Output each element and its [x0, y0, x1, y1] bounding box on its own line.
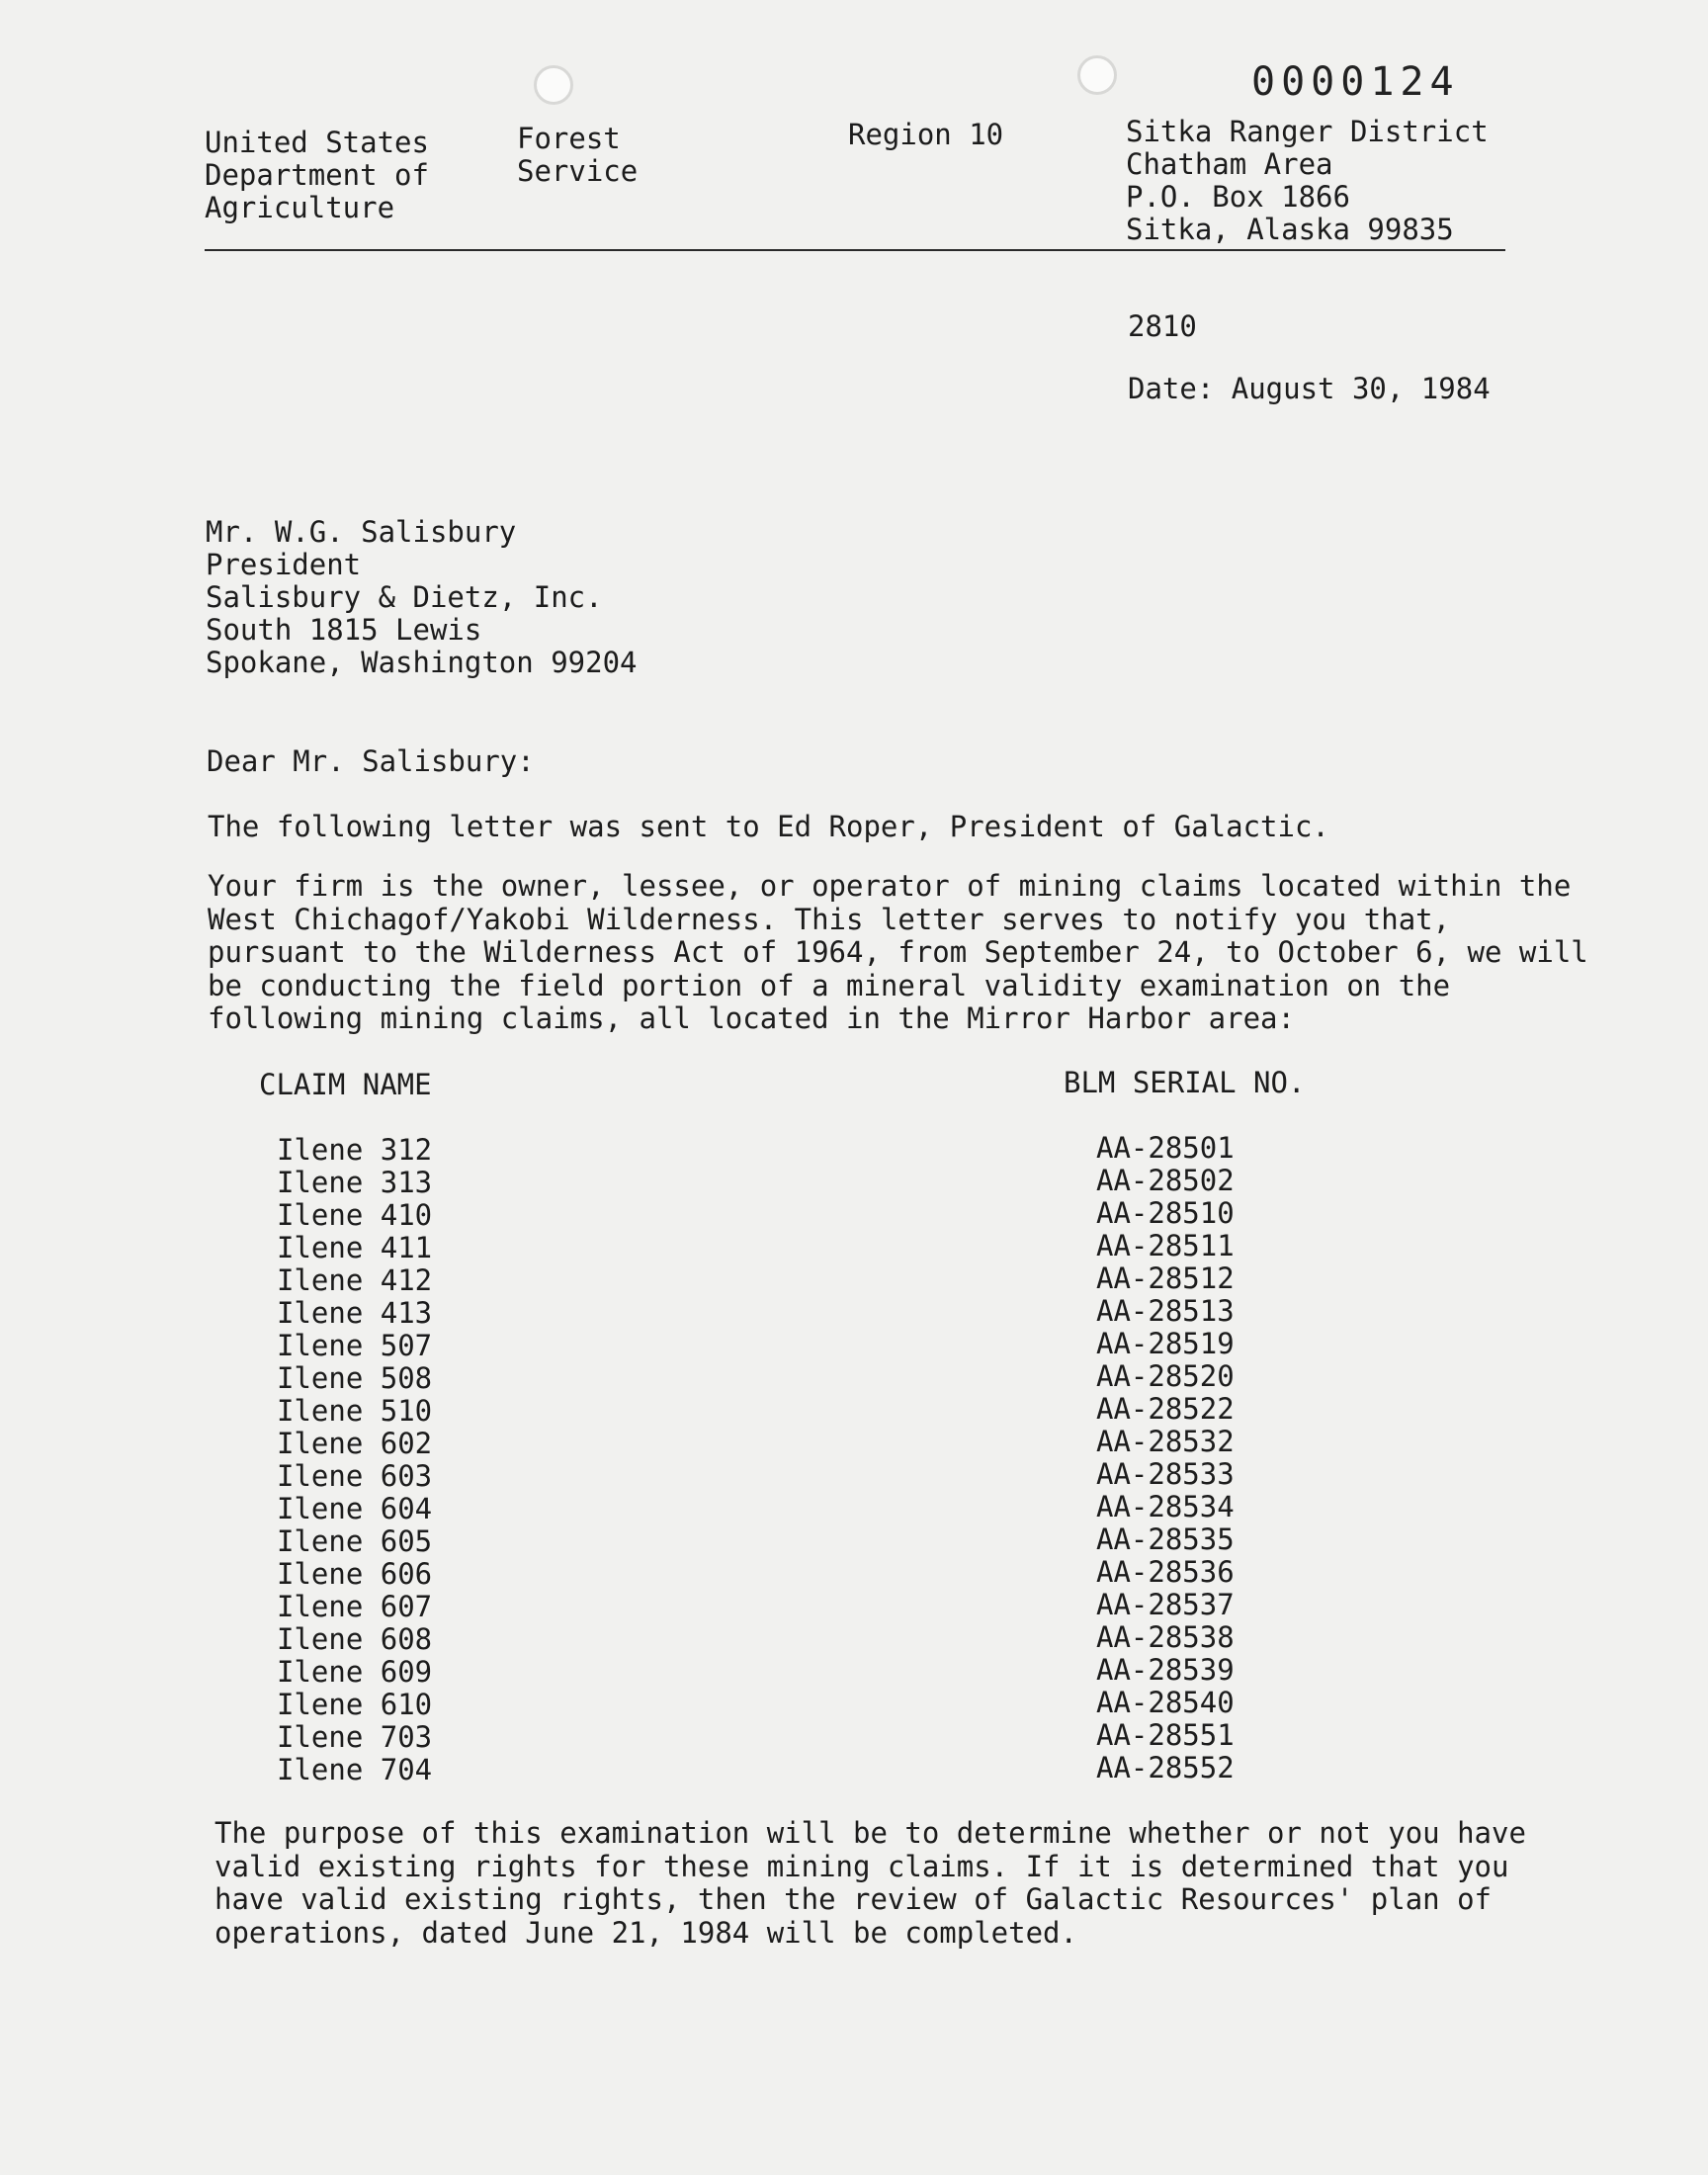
address-line: Sitka Ranger District: [1126, 115, 1489, 148]
claim-name: Ilene 603: [277, 1459, 433, 1493]
serial-number: AA-28502: [1096, 1164, 1235, 1197]
claim-name: Ilene 607: [277, 1590, 433, 1623]
closing-line: valid existing rights for these mining claims. If it is determined that you: [214, 1849, 1509, 1883]
claim-name: Ilene 608: [277, 1622, 433, 1656]
claim-name: Ilene 411: [277, 1231, 433, 1264]
salutation: Dear Mr. Salisbury:: [207, 744, 535, 778]
body-paragraph: [208, 870, 1588, 1036]
body-line: Your firm is the owner, lessee, or operator of mining claims located within the: [208, 869, 1572, 903]
serial-number: AA-28533: [1096, 1457, 1235, 1491]
service-line: Service: [517, 154, 639, 188]
claim-name: Ilene 510: [277, 1394, 433, 1428]
agency-line: Agriculture: [205, 191, 395, 224]
serial-number: AA-28519: [1096, 1327, 1235, 1360]
serial-number: AA-28540: [1096, 1686, 1235, 1719]
closing-paragraph: [214, 1817, 1526, 1950]
claim-name: Ilene 507: [277, 1329, 433, 1362]
claim-name: Ilene 508: [277, 1361, 433, 1395]
claim-name: Ilene 602: [277, 1427, 433, 1460]
agency-line: Department of: [205, 158, 429, 192]
body-line: pursuant to the Wilderness Act of 1964, from September 24, to October 6, we will: [208, 935, 1588, 969]
region-label: Region 10: [848, 118, 1004, 151]
serial-number: AA-28511: [1096, 1229, 1235, 1262]
body-line: be conducting the field portion of a mineral validity examination on the: [208, 968, 1451, 1002]
claim-name: Ilene 610: [277, 1688, 433, 1721]
serial-number: AA-28534: [1096, 1490, 1235, 1523]
recipient-line: Mr. W.G. Salisbury: [206, 515, 517, 549]
serial-number: AA-28535: [1096, 1522, 1235, 1556]
serial-number: AA-28501: [1096, 1131, 1235, 1165]
body-line: West Chichagof/Yakobi Wilderness. This letter serves to notify you that,: [208, 902, 1451, 936]
address-line: P.O. Box 1866: [1126, 180, 1350, 214]
serial-number: AA-28551: [1096, 1718, 1235, 1752]
file-code: 2810: [1128, 309, 1197, 343]
serial-number: AA-28522: [1096, 1392, 1235, 1426]
serial-number: AA-28510: [1096, 1196, 1235, 1230]
serial-number: AA-28512: [1096, 1262, 1235, 1295]
district-address: [1126, 116, 1489, 246]
claim-name-header: CLAIM NAME: [259, 1068, 432, 1101]
service-line: Forest: [517, 122, 621, 155]
claim-name-list: [277, 1134, 432, 1786]
claim-name: Ilene 605: [277, 1524, 433, 1558]
recipient-address: [206, 516, 638, 679]
address-line: Sitka, Alaska 99835: [1126, 213, 1454, 246]
service-name: [517, 123, 638, 188]
letterhead-divider: [205, 249, 1505, 251]
agency-line: United States: [205, 126, 429, 159]
closing-line: have valid existing rights, then the review of Galactic Resources' plan of: [214, 1882, 1493, 1916]
serial-number: AA-28539: [1096, 1653, 1235, 1687]
claim-name: Ilene 704: [277, 1753, 433, 1786]
recipient-line: South 1815 Lewis: [206, 613, 482, 647]
claim-name: Ilene 313: [277, 1166, 433, 1199]
claim-name: Ilene 609: [277, 1655, 433, 1689]
claim-name: Ilene 410: [277, 1198, 433, 1232]
claim-name: Ilene 413: [277, 1296, 433, 1330]
punch-hole-right: [1077, 55, 1117, 95]
document-number-stamp: 0000124: [1251, 59, 1460, 105]
recipient-line: Salisbury & Dietz, Inc.: [206, 580, 603, 614]
serial-number: AA-28520: [1096, 1359, 1235, 1393]
closing-line: operations, dated June 21, 1984 will be completed.: [214, 1915, 1077, 1950]
claim-name: Ilene 312: [277, 1133, 433, 1167]
intro-sentence: The following letter was sent to Ed Roper, President of Galactic.: [208, 810, 1329, 843]
claim-name: Ilene 412: [277, 1263, 433, 1297]
body-line: following mining claims, all located in the Mirror Harbor area:: [208, 1001, 1295, 1035]
serial-header: BLM SERIAL NO.: [1064, 1066, 1306, 1099]
punch-hole-left: [534, 65, 573, 105]
serial-number: AA-28513: [1096, 1294, 1235, 1328]
closing-line: The purpose of this examination will be to determine whether or not you have: [214, 1816, 1526, 1850]
recipient-line: Spokane, Washington 99204: [206, 646, 638, 679]
claim-name: Ilene 606: [277, 1557, 433, 1591]
serial-number: AA-28538: [1096, 1620, 1235, 1654]
address-line: Chatham Area: [1126, 147, 1333, 181]
serial-number: AA-28552: [1096, 1751, 1235, 1784]
serial-number-list: [1096, 1132, 1235, 1784]
recipient-line: President: [206, 548, 362, 581]
agency-name: [205, 127, 429, 224]
serial-number: AA-28536: [1096, 1555, 1235, 1589]
claim-name: Ilene 703: [277, 1720, 433, 1754]
serial-number: AA-28532: [1096, 1425, 1235, 1458]
serial-number: AA-28537: [1096, 1588, 1235, 1621]
claim-name: Ilene 604: [277, 1492, 433, 1525]
letter-date: Date: August 30, 1984: [1128, 372, 1491, 405]
